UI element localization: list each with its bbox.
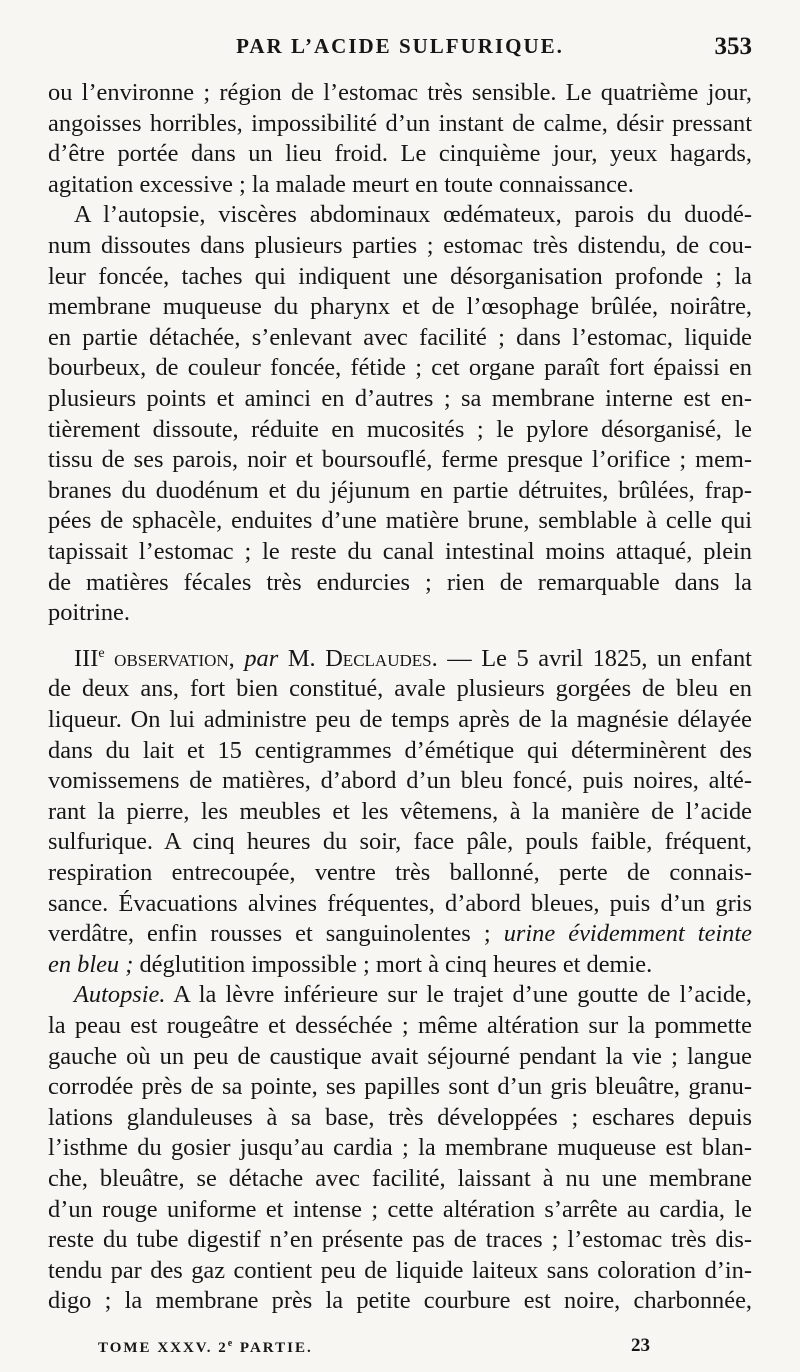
text-line: pées de sphacèle, enduites d’une matière brune, semblable à celle qui [48,507,752,535]
text-line: corrodée près de sa pointe, ses papilles sont d’un gris bleuâtre, granu- [48,1073,752,1101]
text-line: tendu par des gaz contient peu de liquide laiteux sans coloration d’in- [48,1256,752,1284]
text-line: d’être portée dans un lieu froid. Le cinquième jour, yeux hagards, [48,140,752,168]
text-line: angoisses horribles, impossibilité d’un instant de calme, désir pressant [48,109,752,137]
signature-mark [98,1338,313,1357]
text-line: agitation excessive ; la malade meurt en toute connaissance. [48,170,634,198]
text-line: dans du lait et 15 centigrammes d’émétique qui déterminèrent des [48,736,752,764]
text-line: membrane muqueuse du pharynx et de l’œsophage brûlée, noirâtre, [48,293,752,321]
italic-phrase: en bleu ; [48,950,134,978]
observation-label: observation, [114,644,235,672]
text-line [48,950,752,981]
paragraph-continuation [48,78,752,200]
text-line: branes du duodénum et du jéjunum en partie détruites, brûlées, frap- [48,476,752,504]
text-line: sance. Évacuations alvines fréquentes, d’abord bleues, puis d’un gris [48,889,752,917]
page-number: 353 [714,33,752,60]
observation-numeral: III [74,644,99,672]
text-line: gauche où un peu de caustique avait séjourné pendant la vie ; langue [48,1042,752,1070]
text-line: tissu de ses parois, noir et boursouflé, ferme presque l’orifice ; mem- [48,446,752,474]
observation-first-line-rest: — Le 5 avril 1825, un enfant [447,644,752,672]
text-line: reste du tube digestif n’en présente pas de traces ; l’estomac très dis- [48,1226,752,1254]
text-line: lations glanduleuses à sa base, très développées ; eschares depuis [48,1103,752,1131]
text-line: num dissoutes dans plusieurs parties ; estomac très distendu, de cou- [48,231,752,259]
text-line: en partie détachée, s’enlevant avec facilité ; dans l’estomac, liquide [48,323,752,351]
text-line: l’isthme du gosier jusqu’au cardia ; la membrane muqueuse est blan- [48,1134,752,1162]
text-line: vomissemens de matières, d’abord d’un bleu foncé, puis noires, alté- [48,767,752,795]
text-segment: verdâtre, enfin rousses et sanguinolentes ; [48,920,491,948]
text-line: tapissait l’estomac ; le reste du canal intestinal moins attaqué, plein [48,537,752,565]
text-line: bourbeux, de couleur foncée, fétide ; cet organe paraît fort épaissi en [48,354,752,382]
body-text [48,78,752,1317]
observation-author: M. Declaudes. [287,644,438,672]
text-line: tièrement dissoute, réduite en mucosités ; le pylore désorganisé, le [48,415,752,443]
signature-text: TOME XXXV. 2 [98,1340,228,1356]
text-line: digo ; la membrane près la petite courbure est noire, charbonnée, [48,1287,752,1315]
page-footer [98,1335,650,1362]
italic-phrase: urine évidemment teinte [503,920,752,948]
text-line: respiration entrecoupée, ventre très ballonné, perte de connais- [48,858,752,886]
observation-heading-line [48,639,752,675]
text-line: leur foncée, taches qui indiquent une désorganisation profonde ; la [48,262,752,290]
text-line: poitrine. [48,599,130,627]
text-line: A l’autopsie, viscères abdominaux œdémateux, parois du duodé- [74,201,752,229]
text-line [48,980,752,1011]
observation-par: par [244,644,279,672]
signature-rest: PARTIE. [239,1340,313,1356]
text-line: che, bleuâtre, se détache avec facilité, laissant à nu une membrane [48,1164,752,1192]
text-segment: A la lèvre inférieure sur le trajet d’une goutte de l’acide, [173,981,752,1009]
sheet-number: 23 [631,1335,650,1356]
text-line [48,919,752,950]
text-line: ou l’environne ; région de l’estomac très sensible. Le quatrième jour, [48,79,752,106]
paragraph-observation-3 [48,639,752,981]
autopsy-lead: Autopsie. [74,981,166,1009]
paragraph-autopsy-3 [48,980,752,1317]
text-line: de deux ans, fort bien constitué, avale plusieurs gorgées de bleu en [48,675,752,703]
text-line: plusieurs points et aminci en d’autres ; sa membrane interne est en- [48,384,752,412]
text-line: de matières fécales très endurcies ; rien de remarquable dans la [48,568,752,596]
running-head: PAR L’ACIDE SULFURIQUE. [236,34,564,58]
text-line: sulfurique. A cinq heures du soir, face pâle, pouls faible, fréquent, [48,828,752,856]
page-header [48,34,752,64]
text-segment: déglutition impossible ; mort à cinq heures et demie. [139,950,653,978]
text-line: d’un rouge uniforme et intense ; cette altération s’arrête au cardia, le [48,1195,752,1223]
signature-sup: e [227,1338,235,1349]
text-line: la peau est rougeâtre et desséchée ; même altération sur la pommette [48,1011,752,1039]
paragraph-autopsy-2 [48,200,752,628]
text-line: rant la pierre, les meubles et les vêtemens, à la manière de l’acide [48,797,752,825]
observation-numeral-sup: e [98,645,105,661]
text-line: liqueur. On lui administre peu de temps après de la magnésie délayée [48,706,752,733]
